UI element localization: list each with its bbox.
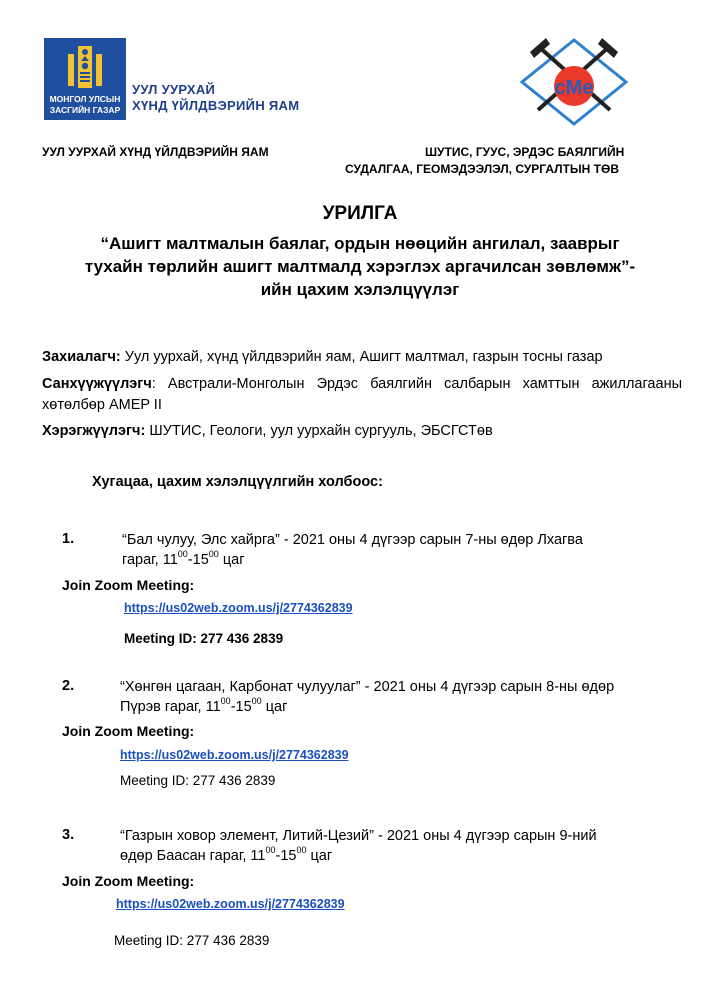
zoom-meeting-link[interactable]: https://us02web.zoom.us/j/2774362839 [116,897,345,911]
event-line2: өдөр Баасан гараг, $11^{00}-15^{00}$ цаг [120,845,333,864]
event-number: 2. [62,678,75,694]
page-subtitle [40,232,680,301]
page-title: УРИЛГА [322,203,398,224]
crossed-hammers-icon [516,34,632,126]
subtitle-line: тухайн төрлийн ашигт малтмалд хэрэглэх аргачилсан зөвлөмж”- [84,257,636,276]
ministry-name-line2: ХҮНД ҮЙЛДВЭРИЙН ЯАМ [132,98,300,113]
customer-label: Захиалагч: [42,349,121,365]
meeting-id: Meeting ID: 277 436 2839 [124,631,284,646]
zoom-meeting-link[interactable]: https://us02web.zoom.us/j/2774362839 [124,601,353,615]
left-caption: УУЛ УУРХАЙ ХҮНД ҮЙЛДВЭРИЙН ЯАМ [42,145,269,159]
sponsor-row [42,374,682,416]
customer-row [42,347,682,368]
zoom-label: Join Zoom Meeting: [62,577,195,593]
event-line2: Пүрэв гараг, $11^{00}-15^{00}$ цаг [120,696,288,715]
ministry-name-line1: УУЛ УУРХАЙ [132,82,216,97]
gov-logo-line1: МОНГОЛ УЛСЫН [49,94,121,104]
right-caption-line1: ШУТИС, ГУУС, ЭРДЭС БАЯЛГИЙН [425,145,625,159]
government-logo [44,38,126,120]
cme-logo [516,34,632,126]
soyombo-emblem-icon [52,44,118,90]
subtitle-line: “Ашигт малтмалын баялаг, ордын нөөцийн ангилал, зааврыг [100,234,620,253]
event-description [120,677,690,717]
schedule-heading: Хугацаа, цахим хэлэлцүүлгийн холбоос: [92,474,383,490]
right-caption-line2: СУДАЛГАА, ГЕОМЭДЭЭЛЭЛ, СУРГАЛТЫН ТӨВ [345,162,619,176]
zoom-label: Join Zoom Meeting: [62,873,195,889]
event-line1: “Бал чулуу, Элс хайрга” - 2021 оны 4 дүгээр сарын 7-ны өдөр Лхагва [122,532,583,548]
event-description [122,530,682,570]
event-line2: гараг, $11^{00}-15^{00}$ цаг [122,549,245,568]
zoom-meeting-link[interactable]: https://us02web.zoom.us/j/2774362839 [120,748,349,762]
executor-label: Хэрэгжүүлэгч: [42,423,146,439]
customer-value: Уул уурхай, хүнд үйлдвэрийн яам, Ашигт малтмал, газрын тосны газар [120,349,603,365]
subtitle-line: ийн цахим хэлэлцүүлэг [260,280,460,299]
meeting-id: Meeting ID: 277 436 2839 [114,933,270,948]
event-number: 3. [62,827,75,843]
sponsor-label: Санхүүжүүлэгч [42,376,152,392]
meeting-id: Meeting ID: 277 436 2839 [120,773,276,788]
event-line1: “Хөнгөн цагаан, Карбонат чулуулаг” - 2021 оны 4 дүгээр сарын 8-ны өдөр [120,679,615,695]
gov-logo-line2: ЗАСГИЙН ГАЗАР [49,105,121,115]
zoom-label: Join Zoom Meeting: [62,723,195,739]
sponsor-value: : Австрали-Монголын Эрдэс баялгийн салбарын хамттын ажиллагааны хөтөлбөр AMEP II [42,376,682,413]
cme-logo-text: cMe [554,77,594,99]
event-description [120,826,690,866]
executor-row [42,421,682,442]
event-number: 1. [62,531,75,547]
event-line1: “Газрын ховор элемент, Литий-Цезий” - 2021 оны 4 дүгээр сарын 9-ний [120,828,597,844]
executor-value: ШУТИС, Геологи, уул уурхайн сургууль, ЭБСГСТөв [145,423,493,439]
